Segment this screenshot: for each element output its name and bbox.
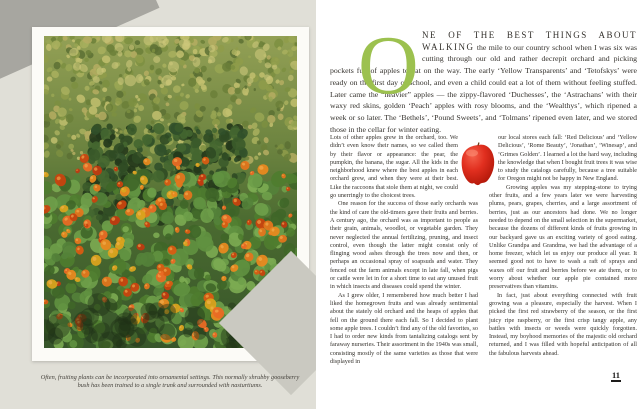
left-page (0, 0, 316, 409)
red-apple-image (458, 142, 498, 186)
text-column-right (489, 134, 637, 366)
text-column-left (330, 134, 478, 366)
paragraph: In fact, just about everything connected with fruit growing was a pleasure, especially the harvest. When I picked the first red strawberry of the season, or the first juicy ripe raspberry, or the first crisp tangy apple, any battles with insects or weeds were quickly forgotten. Instead, my boyhood memories of the majestic old orchard returned, and I was filled with hopeful anticipation of all the fabulous harvests ahead. (489, 291, 637, 357)
drop-cap-o: O (358, 19, 419, 112)
right-page (316, 0, 640, 409)
paragraph: our local stores each fall: ‘Red Delicious’ and ‘Yellow Delicious’, ‘Rome Beauty’, ‘Jonathan’, ‘Winesap’, and ‘Grimes Golden’. I learned a lot the hard way, including the knowledge that when I bought fruit trees it was wise to study the catalogs carefully, because a tree suitable for Oregon might not be happy in New England. (498, 134, 637, 183)
paragraph: Growing apples was my stepping-stone to trying other fruits, and a few years later we were harvesting plums, pears, grapes, cherries, and a large assortment of berries, just as our ancestors had done. We no longer needed to depend on the small selection in the supermarket, because the dozens of different kinds of fruits growing in our backyard gave us an exciting variety of good eating. Unlike Grandpa and Grandma, we had the advantage of a home freezer, which let us enjoy our produce all year. It seemed good not to have to wash a raft of sprays and waxes off our fruit and berries before we ate them, or to worry about whether our apple pie contained more preservatives than vitamins. (489, 183, 637, 291)
opening-lead-caps: NE OF THE BEST THINGS ABOUT WALKING (422, 30, 637, 52)
opening-paragraph (330, 19, 638, 135)
paragraph: Lots of other apples grew in the orchard, too. We didn’t even know their names, so we called them by their flavor or appearance: the pear, the pumpkin, the banana, the sugar. All the kids in the neighborhood knew where the best apples in each orchard grew, and when they were at their best. Like the raccoons that stole them at night, we could go unerringly to the choicest trees. (330, 134, 458, 200)
opening-body-text: the mile to our country school when I was six was cutting through our old and rather decrepit orchard and picking pockets full of apples to eat on the way. The early ‘Yellow Transparents’ and ‘Tetofskys’ were ready on the first day of school, and even a child could eat a lot of them without feeling stuffed. Later came the “heavier” apples — the zippy-flavored ‘Duchesses’, the ‘Astrachans’ with their waxy red skins, golden ‘Peach’ apples with rosy blooms, and the ‘Wealthys’, which ripened a week or so later. The ‘Bethels’, ‘Pound Sweets’, and ‘Tolmans’ ripened even later, and we stored those in the cellar for winter eating. (330, 42, 638, 134)
paragraph: As I grew older, I remembered how much better I had liked the homegrown fruits and was already sentimental about the stately old orchard and the heaps of apples that fell on the ground there each fall. So I decided to plant some apple trees. I couldn’t find any of the old favorites, so I had to order new kinds from tantalizing catalogs sent by faraway nurseries. Their assortment in the 1940s was small, consisting mostly of the same varieties as those that were displayed in (330, 291, 479, 366)
page-number: 11 (612, 370, 621, 380)
paragraph: One reason for the success of those early orchards was the kind of care the old-timers gave their fruits and berries. A century ago, the orchard was as important to people as their grain, animals, woodlot, or vegetable garden. They never neglected the annual fertilizing, pruning, and insect control, even though the latter might consist only of flinging wood ashes through the trees now and then, or perhaps an occasional spray of soapsuds and water. They fenced out the farm animals except in late fall, when pigs or cattle were let in for a short time to eat any unused fruit in which insects and diseases could spend the winter. (330, 200, 478, 291)
photo-caption: Often, fruiting plants can be incorporated into ornamental settings. This normally shrubby gooseberry bush has been trained to a single trunk and surrounded with nasturtiums. (40, 374, 300, 389)
